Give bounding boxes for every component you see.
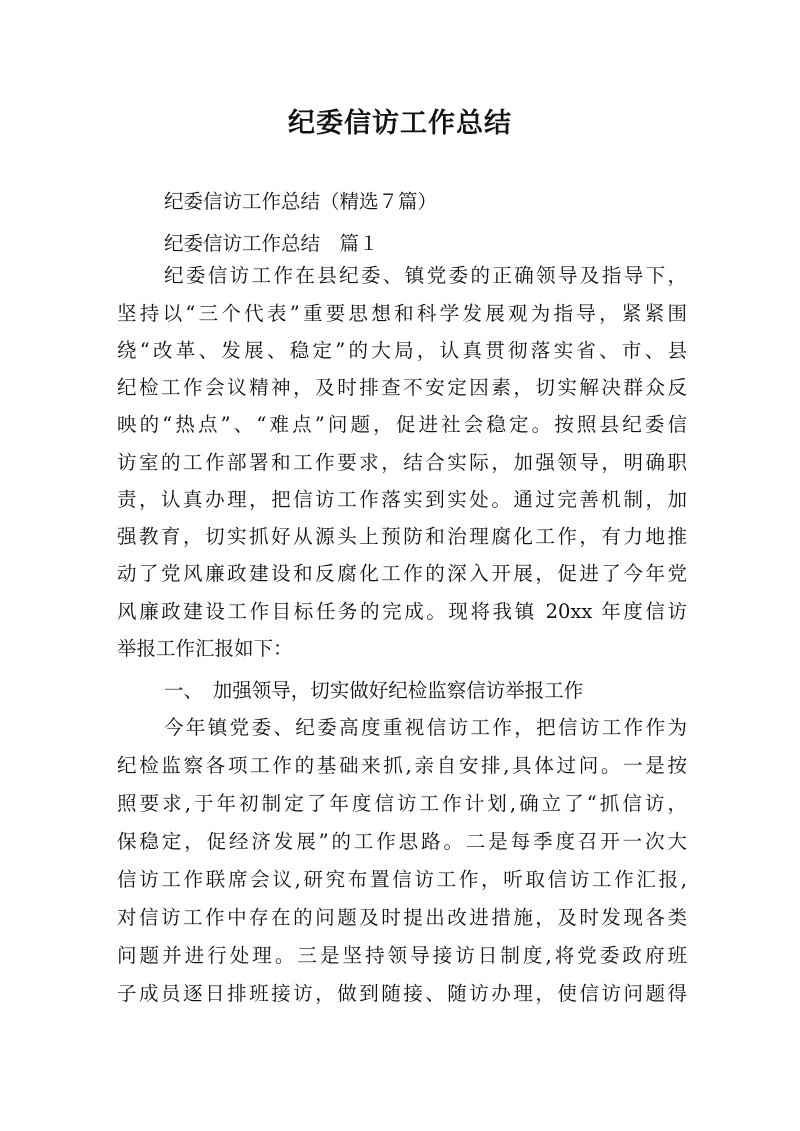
document-subtitle: 纪委信访工作总结（精选７篇） (164, 190, 438, 213)
paragraph-line: 映的“热点”、“难点”问题，促进社会稳定。按照县纪委信 (117, 413, 687, 436)
paragraph-line: 问题并进行处理。三是坚持领导接访日制度,将党委政府班 (117, 944, 687, 967)
paragraph-line: 风廉政建设工作目标任务的完成。现将我镇 20xx 年度信访 (117, 600, 687, 623)
section-heading: 纪委信访工作总结 篇１ (164, 232, 379, 255)
paragraph-line: 保稳定，促经济发展”的工作思路。二是每季度召开一次大 (117, 830, 687, 853)
paragraph-line: 坚持以“三个代表”重要思想和科学发展观为指导，紧紧围 (117, 302, 687, 325)
paragraph-line: 子成员逐日排班接访，做到随接、随访办理，使信访问题得 (117, 982, 687, 1005)
subheading-1: 一、 加强领导，切实做好纪检监察信访举报工作 (164, 679, 584, 702)
paragraph-line: 纪委信访工作在县纪委、镇党委的正确领导及指导下， (164, 264, 687, 287)
paragraph-line: 今年镇党委、纪委高度重视信访工作，把信访工作作为 (164, 716, 687, 739)
paragraph-line: 信访工作联席会议,研究布置信访工作，听取信访工作汇报, (117, 868, 687, 891)
paragraph-line: 强教育，切实抓好从源头上预防和治理腐化工作，有力地推 (117, 525, 687, 548)
paragraph-line: 照要求,于年初制定了年度信访工作计划,确立了“抓信访， (117, 792, 687, 815)
paragraph-line: 动了党风廉政建设和反腐化工作的深入开展，促进了今年党 (117, 562, 687, 585)
paragraph-line: 对信访工作中存在的问题及时提出改进措施，及时发现各类 (117, 906, 687, 929)
document-title: 纪委信访工作总结 (288, 108, 512, 139)
paragraph-line: 绕“改革、发展、稳定”的大局，认真贯彻落实省、市、县 (117, 339, 687, 362)
paragraph-line: 纪检工作会议精神，及时排查不安定因素，切实解决群众反 (117, 376, 687, 399)
paragraph-line: 责，认真办理，把信访工作落实到实处。通过完善机制，加 (117, 488, 687, 511)
paragraph-line: 访室的工作部署和工作要求，结合实际，加强领导，明确职 (117, 451, 687, 474)
paragraph-line: 纪检监察各项工作的基础来抓,亲自安排,具体过问。一是按 (117, 754, 687, 777)
paragraph-line: 举报工作汇报如下： (117, 637, 293, 660)
